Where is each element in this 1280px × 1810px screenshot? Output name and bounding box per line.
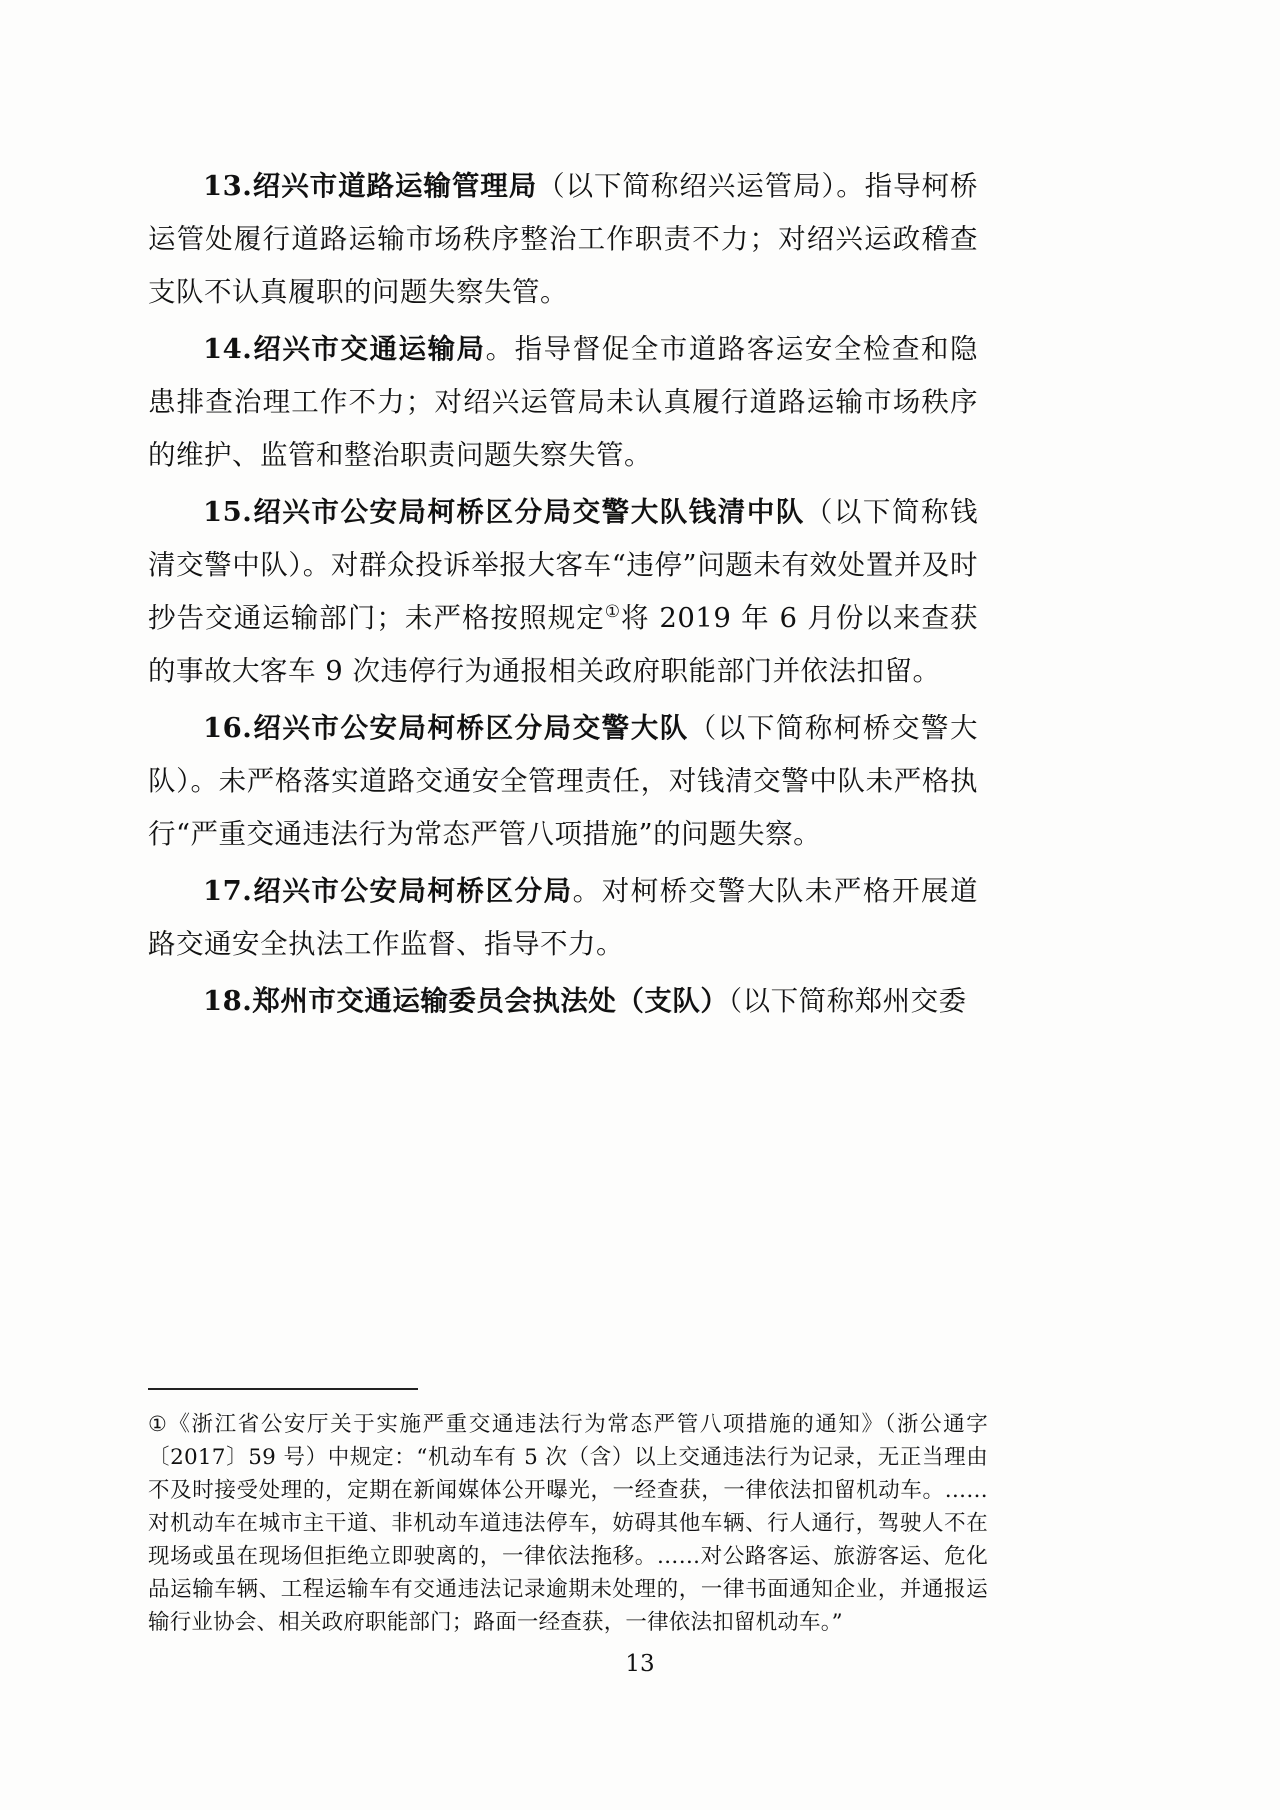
paragraph-lead: 18.郑州市交通运输委员会执法处（支队） — [203, 985, 729, 1017]
footnote-block — [148, 1408, 988, 1639]
paragraph-item-15 — [148, 486, 978, 698]
paragraph-item-14 — [148, 323, 978, 482]
paragraph-text: （以下简称绍兴运管局）。指导柯桥运管处履行道路运输市场秩序整治工作职责不力；对绍兴运政稽查支队不认真履职的问题失察失管。 — [148, 170, 979, 308]
paragraph-item-18 — [148, 975, 978, 1028]
paragraph-lead: 17.绍兴市公安局柯桥区分局 — [203, 875, 573, 907]
footnote-marker: ① — [148, 1412, 169, 1436]
paragraph-text: 。对柯桥交警大队未严格开展道路交通安全执法工作监督、指导不力。 — [148, 875, 979, 960]
paragraph-text: 。指导督促全市道路客运安全检查和隐患排查治理工作不力；对绍兴运管局未认真履行道路运输市场秩序的维护、监管和整治职责问题失察失管。 — [148, 333, 979, 471]
paragraph-lead: 15.绍兴市公安局柯桥区分局交警大队钱清中队 — [203, 496, 805, 528]
paragraph-text: （以下简称郑州交委 — [728, 985, 967, 1017]
paragraph-lead: 13.绍兴市道路运输管理局 — [203, 170, 538, 202]
paragraph-text-continued: 将 2019 年 6 月份以来查获的事故大客车 9 次违停行为通报相关政府职能部门并依法扣留。 — [148, 602, 979, 687]
paragraph-lead: 14.绍兴市交通运输局 — [203, 333, 486, 365]
footnote-divider — [148, 1388, 418, 1390]
paragraph-item-13 — [148, 160, 978, 319]
paragraph-item-16 — [148, 702, 978, 861]
footnote-text: 《浙江省公安厅关于实施严重交通违法行为常态严管八项措施的通知》（浙公通字〔2017〕59 号）中规定：“机动车有 5 次（含）以上交通违法行为记录，无正当理由不及时接受处理的，定期在新闻媒体公开曝光，一经查获，一律依法扣留机动车。……对机动车在城市主干道、非机动车道违法停车，妨碍其他车辆、行人通行，驾驶人不在现场或虽在现场但拒绝立即驶离的，一律依法拖移。……对公路客运、旅游客运、危化品运输车辆、工程运输车有交通违法记录逾期未处理的，一律书面通知企业，并通报运输行业协会、相关政府职能部门；路面一经查获，一律依法扣留机动车。” — [148, 1412, 988, 1635]
page-number: 13 — [625, 1651, 655, 1677]
paragraph-item-17 — [148, 865, 978, 971]
paragraph-lead: 16.绍兴市公安局柯桥区分局交警大队 — [203, 712, 689, 744]
document-body — [148, 160, 978, 1032]
paragraph-text: （以下简称柯桥交警大队）。未严格落实道路交通安全管理责任，对钱清交警中队未严格执行“严重交通违法行为常态严管八项措施”的问题失察。 — [148, 712, 979, 850]
footnote-reference-marker[interactable]: ① — [604, 601, 622, 622]
paragraph-text: （以下简称钱清交警中队）。对群众投诉举报大客车“违停”问题未有效处置并及时抄告交通运输部门；未严格按照规定 — [148, 496, 979, 634]
